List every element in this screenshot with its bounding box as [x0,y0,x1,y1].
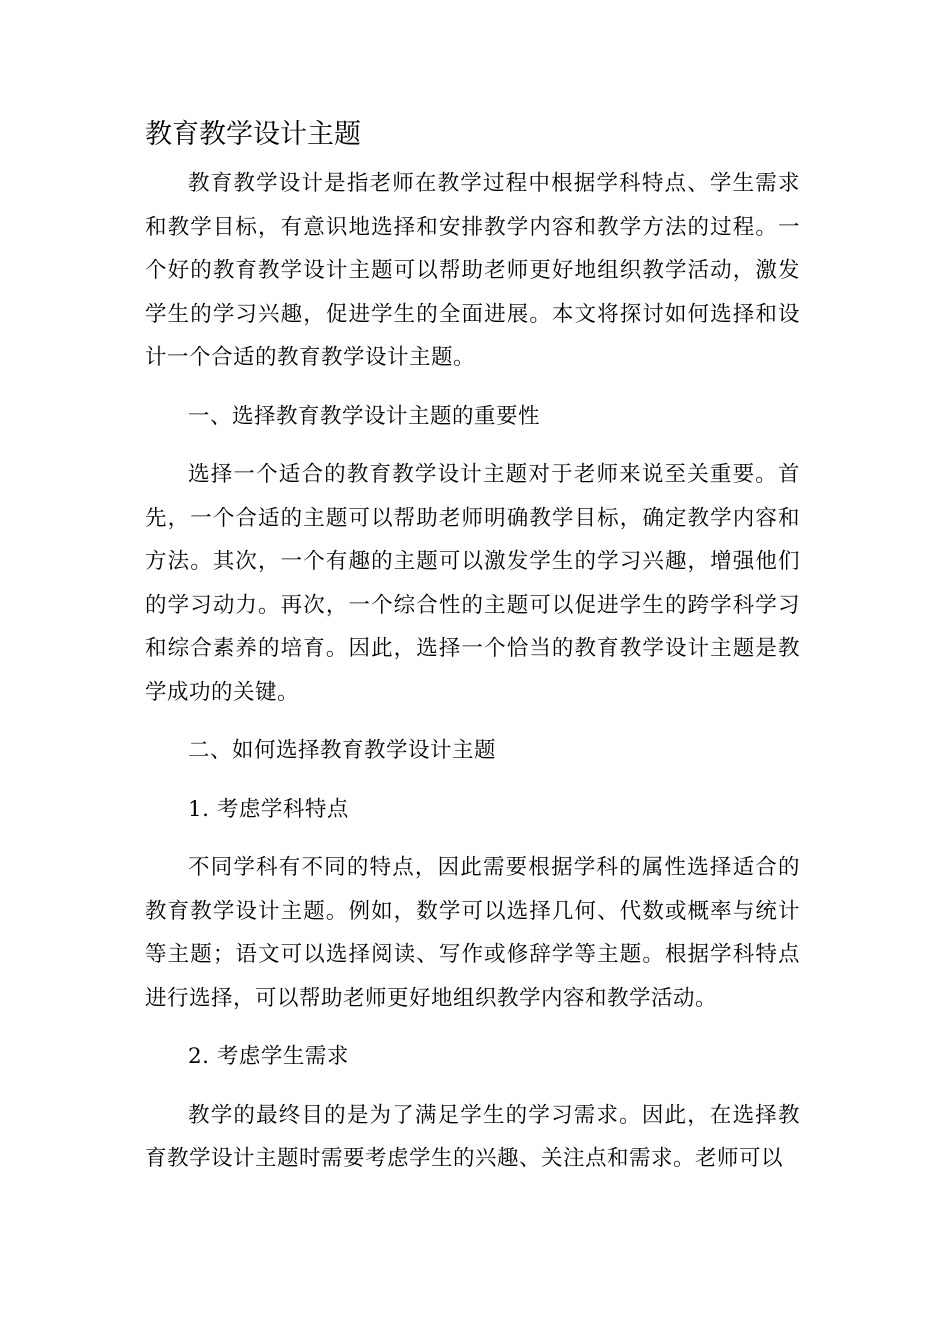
section-1-heading: 一、选择教育教学设计主题的重要性 [188,403,541,429]
document-page [145,112,800,1181]
document-title: 教育教学设计主题 [145,119,361,150]
section-1-paragraph: 选择一个适合的教育教学设计主题对于老师来说至关重要。首先，一个合适的主题可以帮助老师明确教学目标，确定教学内容和方法。其次，一个有趣的主题可以激发学生的学习兴趣，增强他们的学习动力。再次，一个综合性的主题可以促进学生的跨学科学习和综合素养的培育。因此，选择一个恰当的教育教学设计主题是教学成功的关键。 [145,462,800,705]
section-2-heading: 二、如何选择教育教学设计主题 [188,738,497,763]
item-2-paragraph: 教学的最终目的是为了满足学生的学习需求。因此，在选择教育教学设计主题时需要考虑学生的兴趣、关注点和需求。老师可以 [145,1102,800,1171]
intro-paragraph: 教育教学设计是指老师在教学过程中根据学科特点、学生需求和教学目标，有意识地选择和安排教学内容和教学方法的过程。一个好的教育教学设计主题可以帮助老师更好地组织教学活动，激发学生的学习兴趣，促进学生的全面进展。本文将探讨如何选择和设计一个合适的教育教学设计主题。 [145,171,800,370]
item-1-heading: 1. 考虑学科特点 [188,796,349,822]
item-2-heading: 2. 考虑学生需求 [188,1044,349,1069]
item-1-paragraph: 不同学科有不同的特点，因此需要根据学科的属性选择适合的教育教学设计主题。例如，数学可以选择几何、代数或概率与统计等主题；语文可以选择阅读、写作或修辞学等主题。根据学科特点进行选择，可以帮助老师更好地组织教学内容和教学活动。 [145,855,800,1011]
